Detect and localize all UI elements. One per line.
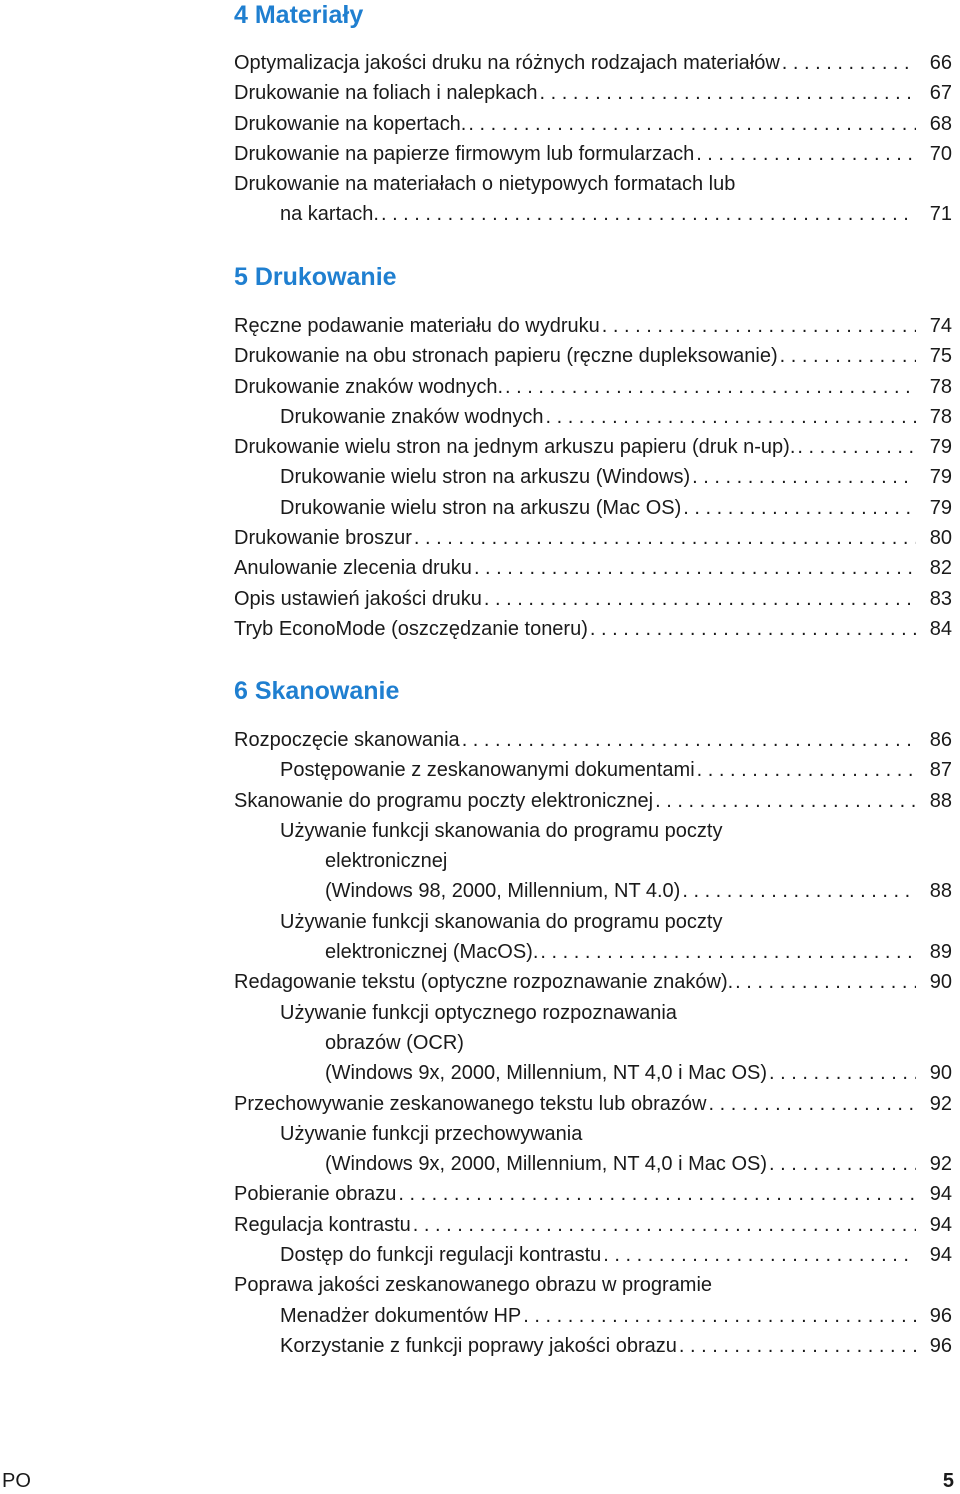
toc-page-number: 88 [929,880,952,903]
dot-leader [797,432,916,462]
toc-entry[interactable] [234,998,952,1028]
toc-entry-title: Pobieranie obrazu [234,1183,397,1206]
dot-leader [462,725,916,755]
dot-leader [484,584,916,614]
toc-page-number: 79 [929,466,952,489]
toc-entry[interactable] [234,553,952,583]
dot-leader [769,1149,916,1179]
toc-section [234,0,952,230]
toc-entry-title: Drukowanie na materiałach o nietypowych formatach lub [234,173,736,196]
toc-entry-title: Korzystanie z funkcji poprawy jakości obrazu [280,1334,677,1357]
toc-entry-title: Redagowanie tekstu (optyczne rozpoznawanie znaków). [234,971,734,994]
toc-entry-title: Drukowanie wielu stron na jednym arkuszu papieru (druk n-up). [234,436,796,459]
toc-entry-title: Poprawa jakości zeskanowanego obrazu w programie [234,1274,713,1297]
toc-entry[interactable] [234,1089,952,1119]
toc-entry[interactable] [234,907,952,937]
toc-page-number: 79 [929,436,952,459]
toc-entry-title: na kartach. [280,203,379,226]
dot-leader [696,139,916,169]
toc-entry-title: (Windows 98, 2000, Millennium, NT 4.0) [325,880,681,903]
toc-entry-title: Używanie funkcji optycznego rozpoznawania [280,1001,677,1024]
toc-entry[interactable] [234,584,952,614]
toc-page-number: 68 [929,112,952,135]
toc-entry[interactable] [234,199,952,229]
toc-page-number: 96 [929,1304,952,1327]
toc-entry-title: Dostęp do funkcji regulacji kontrastu [280,1244,602,1267]
toc-entry-title: Regulacja kontrastu [234,1213,411,1236]
toc-entry-title: Rozpoczęcie skanowania [234,729,460,751]
toc-entry-title: Drukowanie broszur [234,527,412,550]
chapter-heading: 4 Materiały [234,1,364,29]
toc-entry-title: Drukowanie znaków wodnych. [234,375,504,398]
toc-page-number: 70 [929,142,952,165]
toc-page-number: 89 [929,941,952,964]
toc-page-number: 86 [929,729,952,751]
toc-entry-list [234,311,952,644]
toc-entry[interactable] [234,1179,952,1209]
toc-page-number: 94 [929,1183,952,1206]
toc-entry[interactable] [234,1058,952,1088]
toc-entry-title: obrazów (OCR) [325,1031,464,1054]
chapter-heading: 5 Drukowanie [234,263,397,291]
toc-entry-title: Drukowanie na papierze firmowym lub formularzach [234,142,695,165]
toc-entry[interactable] [234,523,952,553]
toc-entry-title: Skanowanie do programu poczty elektronicznej [234,789,654,812]
toc-page-number: 87 [929,759,952,782]
toc-entry-title: Używanie funkcji przechowywania [280,1122,583,1145]
toc-entry-title: elektronicznej [325,850,448,873]
dot-leader [505,372,916,402]
toc-page-number: 90 [929,971,952,994]
toc-entry[interactable] [234,311,952,341]
toc-page-number: 80 [929,527,952,550]
toc-page-number: 71 [929,203,952,226]
toc-entry-title: Opis ustawień jakości druku [234,587,482,610]
toc-page-number: 94 [929,1244,952,1267]
dot-leader [545,402,916,432]
toc-page-number: 90 [929,1062,952,1085]
dot-leader [655,786,916,816]
dot-leader [381,199,916,229]
toc-entry-title: Drukowanie wielu stron na arkuszu (Windows) [280,466,691,489]
toc-section [234,262,952,644]
toc-entry[interactable] [234,816,952,846]
toc-entry[interactable] [234,1028,952,1058]
dot-leader [590,614,916,644]
toc-entry-title: elektronicznej (MacOS). [325,941,539,964]
dot-leader [780,341,916,371]
toc-entry-title: Drukowanie na obu stronach papieru (ręczne dupleksowanie) [234,345,778,368]
toc-entry-title: Drukowanie znaków wodnych [280,405,544,428]
dot-leader [769,1058,916,1088]
dot-leader [414,523,916,553]
dot-leader [398,1179,916,1209]
dot-leader [540,937,916,967]
toc-page-number: 94 [929,1213,952,1236]
toc-entry-title: Ręczne podawanie materiału do wydruku [234,315,600,337]
dot-leader [468,109,916,139]
toc-entry[interactable] [234,341,952,371]
toc-entry[interactable] [234,372,952,402]
toc-entry-title: Postępowanie z zeskanowanymi dokumentami [280,759,695,782]
toc-entry-title: Przechowywanie zeskanowanego tekstu lub obrazów [234,1092,707,1115]
toc-entry[interactable] [234,967,952,997]
toc-entry[interactable] [234,493,952,523]
toc-entry-title: Optymalizacja jakości druku na różnych rodzajach materiałów [234,52,780,74]
toc-page-number: 82 [929,557,952,580]
toc-page-number: 78 [929,375,952,398]
chapter-heading: 6 Skanowanie [234,677,400,705]
toc-entry[interactable] [234,786,952,816]
toc-entry-title: Używanie funkcji skanowania do programu poczty [280,819,723,842]
toc-entry[interactable] [234,846,952,876]
footer-page-number: 5 [942,1470,954,1492]
toc-entry-title: Drukowanie na kopertach. [234,112,467,135]
dot-leader [413,1210,916,1240]
toc-entry[interactable] [234,725,952,755]
toc-entry[interactable] [234,1119,952,1149]
dot-leader [679,1331,916,1361]
toc-page-number: 92 [929,1153,952,1176]
dot-leader [683,493,916,523]
toc-entry[interactable] [234,1240,952,1270]
toc-entry[interactable] [234,755,952,785]
toc-entry-title: Menadżer dokumentów HP [280,1304,522,1327]
toc-entry-title: Tryb EconoMode (oszczędzanie toneru) [234,617,588,640]
dot-leader [709,1089,917,1119]
toc-entry-title: Używanie funkcji skanowania do programu poczty [280,910,723,933]
toc-entry[interactable] [234,462,952,492]
toc-page-number: 83 [929,587,952,610]
toc-page-number: 74 [929,315,952,337]
toc-entry[interactable] [234,139,952,169]
dot-leader [697,755,916,785]
dot-leader [603,1240,916,1270]
toc-entry[interactable] [234,1301,952,1331]
toc-page-number: 92 [929,1092,952,1115]
toc-entry[interactable] [234,432,952,462]
toc-entry-title: Anulowanie zlecenia druku [234,557,472,580]
toc-entry[interactable] [234,1149,952,1179]
toc-entry-title: Drukowanie wielu stron na arkuszu (Mac OS) [280,496,682,519]
toc-page-number: 67 [929,82,952,105]
toc-entry-title: (Windows 9x, 2000, Millennium, NT 4,0 i Mac OS) [325,1062,768,1085]
toc-page-number: 88 [929,789,952,812]
toc-entry[interactable] [234,169,952,199]
dot-leader [692,462,916,492]
toc-page-number: 84 [929,617,952,640]
dot-leader [735,967,916,997]
dot-leader [523,1301,916,1331]
toc-entry[interactable] [234,1210,952,1240]
toc-page-number: 79 [929,496,952,519]
footer-language-code: PO [2,1470,31,1492]
toc-page-number: 78 [929,405,952,428]
toc-entry[interactable] [234,876,952,906]
dot-leader [602,311,916,341]
toc-entry-list [234,725,952,1361]
toc-entry[interactable] [234,614,952,644]
toc-page-number: 96 [929,1334,952,1357]
toc-entry[interactable] [234,109,952,139]
dot-leader [474,553,916,583]
toc-page-number: 66 [929,52,952,74]
toc-entry[interactable] [234,1270,952,1300]
toc-entry-title: (Windows 9x, 2000, Millennium, NT 4,0 i Mac OS) [325,1153,768,1176]
dot-leader [782,48,916,78]
toc-entry[interactable] [234,937,952,967]
toc-entry[interactable] [234,78,952,108]
toc-entry[interactable] [234,1331,952,1361]
toc-section [234,676,952,1361]
dot-leader [540,78,916,108]
toc-entry-list [234,48,952,230]
toc-entry-title: Drukowanie na foliach i nalepkach [234,82,538,105]
toc-page-number: 75 [929,345,952,368]
dot-leader [682,876,916,906]
toc-entry[interactable] [234,402,952,432]
toc-entry[interactable] [234,48,952,78]
